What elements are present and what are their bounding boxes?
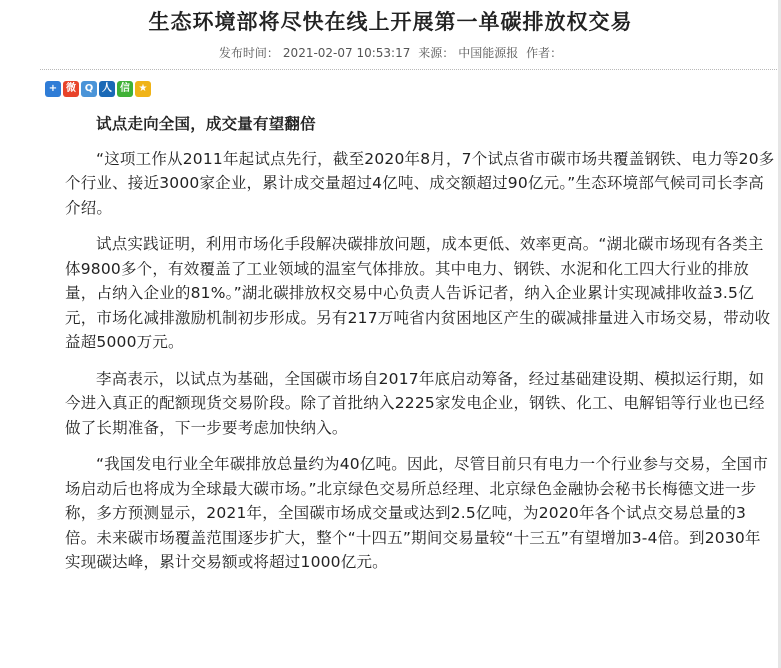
article-title: 生态环境部将尽快在线上开展第一单碳排放权交易 <box>148 9 633 34</box>
article-body <box>65 112 775 587</box>
section-heading: 试点走向全国，成交量有望翻倍 <box>96 115 316 133</box>
paragraph-2: 试点实践证明，利用市场化手段解决碳排放问题，成本更低、效率更高。“湖北碳市场现有各类主体9800多个，有效覆盖了工业领域的温室气体排放。其中电力、钢铁、水泥和化工四大行业的排放量，占纳入企业的81%。”湖北碳排放权交易中心负责人告诉记者，纳入企业累计实现减排收益3.5亿元，市场化减排激励机制初步形成。另有217万吨省内贫困地区产生的碳减排量进入市场交易，带动收益超5000万元。 <box>65 235 771 351</box>
wechat-icon[interactable]: 信 <box>117 81 133 97</box>
source-label: 来源： <box>418 46 455 60</box>
qzone-icon[interactable]: Q <box>81 81 97 97</box>
publish-label: 发布时间： <box>218 46 279 60</box>
share-bar <box>45 81 151 97</box>
paragraph-4: “我国发电行业全年碳排放总量约为40亿吨。因此，尽管目前只有电力一个行业参与交易，全国市场启动后也将成为全球最大碳市场。”北京绿色交易所总经理、北京绿色金融协会秘书长梅德文进一步称，多方预测显示，2021年，全国碳市场成交量或达到2.5亿吨，为2020年各个试点交易总量的3倍。未来碳市场覆盖范围逐步扩大，整个“十四五”期间交易量较“十三五”有望增加3-4倍。到2030年实现碳达峰，累计交易额或将超过1000亿元。 <box>65 455 769 571</box>
paragraph-3: 李高表示，以试点为基础，全国碳市场自2017年底启动筹备，经过基础建设期、模拟运行期，如今进入真正的配额现货交易阶段。除了首批纳入2225家发电企业，钢铁、化工、电解铝等行业也已经做了长期准备，下一步要考虑加快纳入。 <box>65 369 765 437</box>
weibo-icon[interactable]: 微 <box>63 81 79 97</box>
publish-time: 2021-02-07 10:53:17 <box>282 46 411 60</box>
renren-icon[interactable]: 人 <box>99 81 115 97</box>
share-more-icon[interactable]: + <box>45 81 61 97</box>
source-name: 中国能源报 <box>458 46 519 60</box>
paragraph-1: “这项工作从2011年起试点先行，截至2020年8月，7个试点省市碳市场共覆盖钢铁、电力等20多个行业、接近3000家企业，累计成交量超过4亿吨、成交额超过90亿元。”生态环境部气候司司长李高介绍。 <box>65 149 775 217</box>
divider <box>40 69 781 70</box>
favorite-icon[interactable]: ★ <box>135 81 151 97</box>
author-label: 作者： <box>526 46 563 60</box>
article-meta <box>0 44 781 61</box>
